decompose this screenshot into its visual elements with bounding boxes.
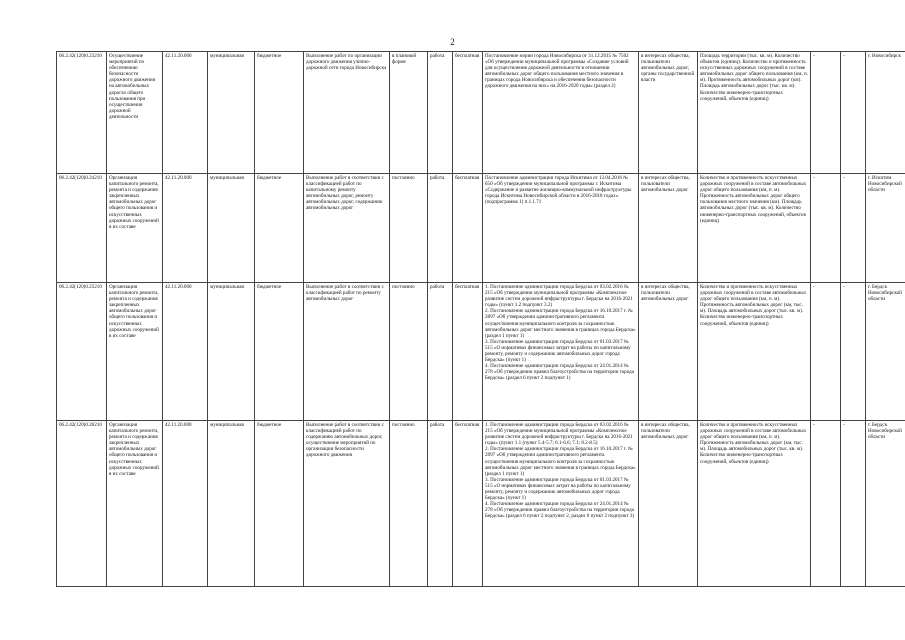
volume-indicator-cell: -: [811, 52, 841, 174]
periodicity-cell: постоянно: [390, 174, 428, 283]
payment-type-cell: бесплатная: [453, 283, 483, 421]
service-name-cell: Организация капитального ремонта, ремонта и содержания закрепленных автомобильных дорог общего пользования и искусственных дорожных сооружений в их составе: [107, 174, 163, 283]
municipality-cell: г. Новосибирск: [866, 52, 905, 174]
service-code-cell: 06.2.42(120)0.23210: [57, 52, 107, 174]
okved-code-cell: 42.11.20.000: [163, 52, 208, 174]
consumers-cell: в интересах общества, пользователи автомобильных дорог: [639, 283, 698, 421]
legal-act-item: 1. Постановление администрации города Бердска от 03.02.2016 № 215 «Об утверждении муниципальной программы «Комплексное развитие систем дорожной инфраструктуры г. Бердска на 2016-2021 годы» (пункт 1.2 подпункт 3.2): [485, 284, 633, 309]
payment-type-cell: бесплатная: [453, 174, 483, 283]
work-type-cell: работа: [428, 421, 453, 587]
municipality-cell: г. Искитим Новосибирской области: [866, 174, 905, 283]
service-name-cell: Организация капитального ремонта, ремонта и содержания закрепленных автомобильных дорог общего пользования и искусственных дорожных сооружений в их составе: [107, 283, 163, 421]
okved-code-cell: 42.11.20.000: [163, 283, 208, 421]
periodicity-cell: в плановой форме: [390, 52, 428, 174]
table-row: [57, 421, 905, 587]
quality-indicator-cell: -: [841, 283, 866, 421]
consumers-cell: в интересах общества, пользователи автомобильных дорог: [639, 421, 698, 587]
payment-type-cell: бесплатная: [453, 421, 483, 587]
table-row: [57, 52, 905, 174]
legal-act-item: Постановление администрации города Искитима от 13.04.2016 № 650 «Об утверждении муниципальной программы г. Искитима «Содержание и развитие жилищно-коммунальной инфраструктуры города Искитима Новосибирской области в 2016-2018 годах» (подпрограмма 1) п.1.1.71: [485, 175, 632, 206]
consumers-cell: в интересах общества, пользователи автомобильных дорог, органы государственной власти: [639, 52, 698, 174]
indicators-cell: Количество и протяженность искусственных дорожных сооружений в составе автомобильных дорог общего пользования (км, п. м). Протяженность автомобильных дорог (км, тыс. м). Площадь автомобильных дорог (тыс. кв. м). Количество инженерно-транспортных сооружений, объектов (единиц): [698, 283, 811, 421]
indicators-cell: Количество и протяженность искусственных дорожных сооружений в составе автомобильных дорог общего пользования (км, п. м). Протяженность автомобильных дорог общего пользования местного значения (км). Площадь автомобильных дорог (тыс. кв. м). Количество инженерно-транспортных сооружений, объектов (единиц): [698, 174, 811, 283]
service-code-cell: 06.2.42(120)0.26210: [57, 421, 107, 587]
periodicity-cell: постоянно: [390, 421, 428, 587]
services-register-table: [56, 51, 905, 587]
funding-type-cell: бюджетное: [255, 283, 304, 421]
okved-code-cell: 42.11.20.000: [163, 421, 208, 587]
legal-act-item: 4. Постановление администрации города Бердска от 24.01.2014 № 278 «Об утверждении правил благоустройства на территории города Бердска» (раздел 6 пункт 2 подпункт 1): [485, 363, 634, 382]
quality-indicator-cell: -: [841, 421, 866, 587]
funding-type-cell: бюджетное: [255, 52, 304, 174]
volume-indicator-cell: -: [811, 421, 841, 587]
funding-type-cell: бюджетное: [255, 174, 304, 283]
service-level-cell: муниципальная: [208, 421, 255, 587]
consumers-cell: в интересах общества, пользователи автомобильных дорог: [639, 174, 698, 283]
volume-indicator-cell: -: [811, 174, 841, 283]
service-content-cell: Выполнение работ в соответствии с классификацией работ по ремонту автомобильных дорог: [304, 283, 390, 421]
municipality-cell: г. Бердск Новосибирской области: [866, 283, 905, 421]
service-level-cell: муниципальная: [208, 283, 255, 421]
indicators-cell: Количество и протяженность искусственных дорожных сооружений в составе автомобильных дорог общего пользования (км, п. м). Протяженность автомобильных дорог (км, тыс. м). Площадь автомобильных дорог (тыс. кв. м). Количество инженерно-транспортных сооружений, объектов (единиц): [698, 421, 811, 587]
legal-act-item: 2. Постановление администрации города Бердска от 16.10.2017 г. № 2897 «Об утверждении административного регламента осуществления муниципального контроля за сохранностью автомобильных дорог местного значения в границах города Бердска» (раздел 1 пункт 1): [485, 446, 636, 477]
service-level-cell: муниципальная: [208, 52, 255, 174]
service-code-cell: 06.2.42(120)0.25210: [57, 283, 107, 421]
legal-act-item: Постановление мэрии города Новосибирска от 31.12.2015 № 7502 «Об утверждении муниципальной программы «Создание условий для осуществления дорожной деятельности в отношении автомобильных дорог общего пользования местного значения в границах города Новосибирска и обеспечения безопасности дорожного движения на них» на 2016-2020 годы» (раздел 2): [485, 53, 629, 90]
service-name-cell: Организация капитального ремонта, ремонта и содержания закрепленных автомобильных дорог общего пользования и искусственных дорожных сооружений в их составе: [107, 421, 163, 587]
work-type-cell: работа: [428, 283, 453, 421]
page-number: 2: [450, 37, 455, 47]
okved-code-cell: 42.11.20.000: [163, 174, 208, 283]
legal-acts-cell: [483, 174, 639, 283]
service-content-cell: Выполнение работ в соответствии с классификацией работ по капитальному ремонту автомобильных дорог, ремонту автомобильных дорог, содержанию автомобильных дорог: [304, 174, 390, 283]
funding-type-cell: бюджетное: [255, 421, 304, 587]
legal-acts-cell: [483, 52, 639, 174]
legal-act-item: 3. Постановление администрации города Бердска от 01.03.2017 № 515 «О нормативах финансовых затрат на работы по капитальному ремонту, ремонту и содержанию автомобильных дорог города Бердска» (пункт 1): [485, 476, 631, 502]
legal-act-item: 4. Постановление администрации города Бердска от 24.01.2014 № 278 «Об утверждении правил благоустройства на территории города Бердска» (раздел 6 пункт 2 подпункт 2, раздел 6 пункт 2 подпункт 3): [485, 501, 635, 520]
legal-act-item: 1. Постановление администрации города Бердска от 03.02.2016 № 215 «Об утверждении муниципальной программы «Комплексное развитие систем дорожной инфраструктуры г. Бердска на 2016-2021 годы» (пункт 1.1 (пункт 5.4-5.7; 6.1-6.6; 7.1; 8.2-8.5): [485, 422, 633, 447]
service-code-cell: 06.2.42(120)0.24210: [57, 174, 107, 283]
service-content-cell: Выполнение работ по организации дорожного движения улично-дорожной сети города Новосибирска: [304, 52, 390, 174]
table-row: [57, 283, 905, 421]
municipality-cell: г. Бердск Новосибирской области: [866, 421, 905, 587]
periodicity-cell: постоянно: [390, 283, 428, 421]
volume-indicator-cell: -: [811, 283, 841, 421]
quality-indicator-cell: -: [841, 174, 866, 283]
quality-indicator-cell: -: [841, 52, 866, 174]
service-name-cell: Осуществление мероприятий по обеспечению безопасности дорожного движения на автомобильных дорогах общего пользования при осуществлении дорожной деятельности: [107, 52, 163, 174]
work-type-cell: работа: [428, 52, 453, 174]
payment-type-cell: бесплатная: [453, 52, 483, 174]
legal-acts-cell: [483, 283, 639, 421]
indicators-cell: Площадь территории (тыс. кв. м). Количество объектов (единиц). Количество и протяженность искусственных дорожных сооружений в составе автомобильных дорог общего пользования (км, п. м). Протяженность автомобильных дорог (км). Площадь автомобильных дорог (тыс. кв. м). Количество инженерно-транспортных сооружений, объектов (единиц): [698, 52, 811, 174]
work-type-cell: работа: [428, 174, 453, 283]
table-row: [57, 174, 905, 283]
service-level-cell: муниципальная: [208, 174, 255, 283]
legal-acts-cell: [483, 421, 639, 587]
service-content-cell: Выполнение работ в соответствии с классификацией работ по содержанию автомобильных дорог, осуществление мероприятий по организации безопасности дорожного движения: [304, 421, 390, 587]
legal-act-item: 2. Постановление администрации города Бердска от 16.10.2017 г. № 2897 «Об утверждении административного регламента осуществления муниципального контроля за сохранностью автомобильных дорог местного значения в границах города Бердска» (раздел 1 пункт 1): [485, 308, 636, 339]
legal-act-item: 3. Постановление администрации города Бердска от 01.03.2017 № 515 «О нормативах финансовых затрат на работы по капитальному ремонту, ремонту и содержанию автомобильных дорог города Бердска» (пункт 1): [485, 338, 631, 364]
